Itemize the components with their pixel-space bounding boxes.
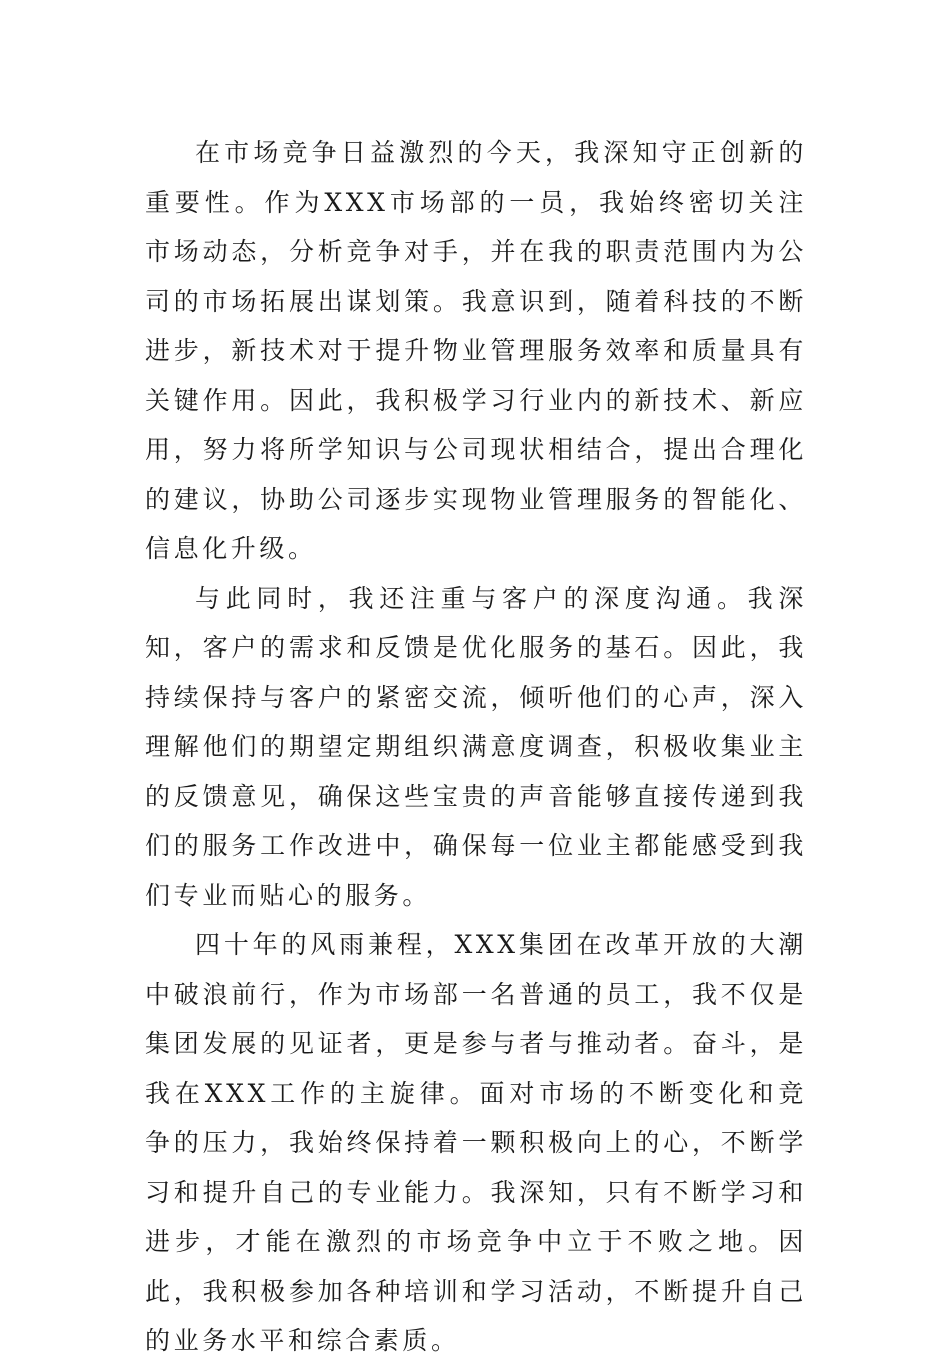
paragraph-market-innovation: 在市场竞争日益激烈的今天，我深知守正创新的重要性。作为XXX市场部的一员，我始终密切关注市场动态，分析竞争对手，并在我的职责范围内为公司的市场拓展出谋划策。我意识到，随着科技的不断进步，新技术对于提升物业管理服务效率和质量具有关键作用。因此，我积极学习行业内的新技术、新应用，努力将所学知识与公司现状相结合，提出合理化的建议，协助公司逐步实现物业管理服务的智能化、信息化升级。 xyxy=(145,138,807,563)
paragraph-forty-years: 四十年的风雨兼程，XXX集团在改革开放的大潮中破浪前行，作为市场部一名普通的员工，我不仅是集团发展的见证者，更是参与者与推动者。奋斗，是我在XXX工作的主旋律。面对市场的不断变化和竞争的压力，我始终保持着一颗积极向上的心，不断学习和提升自己的专业能力。我深知，只有不断学习和进步，才能在激烈的市场竞争中立于不败之地。因此，我积极参加各种培训和学习活动，不断提升自己的业务水平和综合素质。 xyxy=(145,930,807,1355)
document-body xyxy=(145,128,807,1366)
paragraph-customer-communication: 与此同时，我还注重与客户的深度沟通。我深知，客户的需求和反馈是优化服务的基石。因此，我持续保持与客户的紧密交流，倾听他们的心声，深入理解他们的期望定期组织满意度调查，积极收集业主的反馈意见，确保这些宝贵的声音能够直接传递到我们的服务工作改进中，确保每一位业主都能感受到我们专业而贴心的服务。 xyxy=(145,583,807,910)
